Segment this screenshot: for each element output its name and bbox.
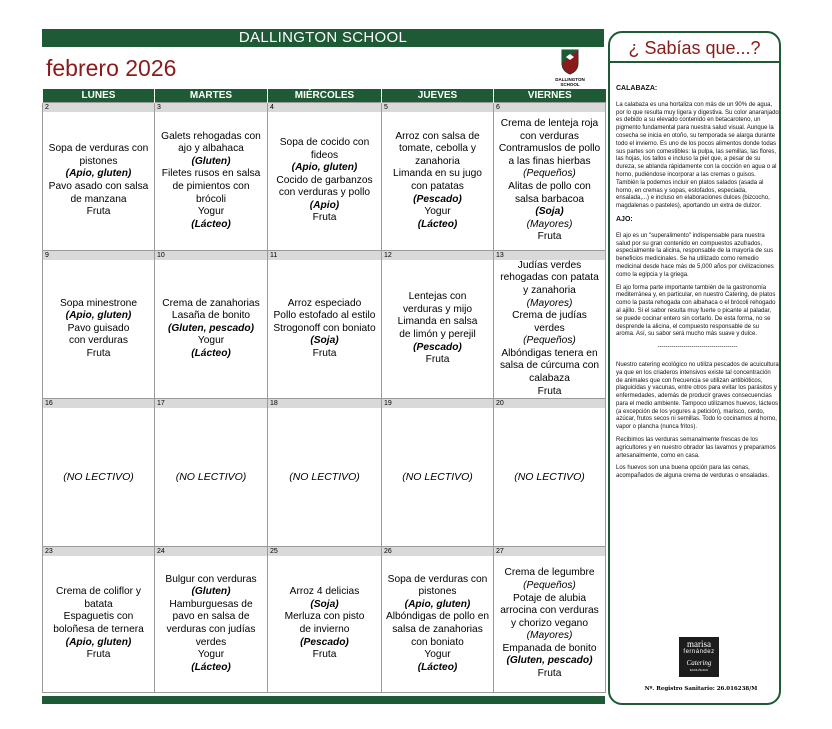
menu-line: Potaje de alubia [512, 592, 587, 604]
allergen-note: (Lácteo) [191, 218, 231, 230]
weekday-header: VIERNES [494, 89, 606, 103]
day-menu [270, 408, 379, 546]
allergen-note: (Apio, gluten) [404, 598, 471, 610]
menu-line: Fruta [537, 231, 562, 243]
allergen-note: (Soja) [310, 335, 339, 347]
menu-line: fideos [310, 149, 339, 161]
day-cell [268, 103, 382, 251]
no-school-label: (NO LECTIVO) [175, 470, 247, 483]
menu-line: Galets rehogadas con [161, 130, 261, 142]
age-group-note: (Pequeños) [523, 168, 576, 180]
week-row [43, 547, 606, 693]
school-logo [555, 49, 585, 89]
info-paragraph: La calabaza es una hortaliza con más de un 90% de agua, por lo que resulta muy ligera y digestiva. Su color anaranjado es debido a su elevado contenido en betacaroteno, un pigmento fundamental para nuestra salud visual. Aunque la cosecha se inicia en otoño, su temporada se alarga durante todo el invierno. Es uno de los pocos alimentos donde todas sus partes son comestibles: la pulpa, las semillas, las flores, las hojas, los tallos e incluso la piel que, a pesar de su dureza, se ablanda rápidamente con la cocción en agua o al horno, pudiéndose incorporar a las cremas o guisos. También la podemos incluir en platos salados (asada al horno, en cremas y sopas, estofados, especiada, ensalada,...) e incluso en elaboraciones dulces (bizcocho, magdalenas o pasteles), aportando un extra de dulzor. [616, 101, 779, 210]
menu-line: Sopa minestrone [59, 297, 138, 309]
info-heading: CALABAZA: [616, 85, 658, 92]
menu-line: Cocido de garbanzos [276, 174, 373, 186]
day-cell [43, 399, 155, 547]
day-cell [43, 251, 155, 399]
menu-line: rehogadas con patata [500, 272, 599, 284]
menu-line: verdes [534, 322, 565, 334]
menu-line: Crema de judías [512, 310, 587, 322]
weekday-header: MIÉRCOLES [268, 89, 382, 103]
menu-line: Sopa de verduras con [387, 573, 488, 585]
menu-line: boloñesa de ternera [53, 624, 144, 635]
day-cell [268, 399, 382, 547]
menu-line: Fruta [312, 212, 337, 224]
menu-line: calabaza [529, 373, 570, 385]
day-menu [45, 112, 152, 250]
menu-line: Fruta [86, 206, 111, 218]
day-menu [384, 408, 491, 546]
menu-line: Hamburguesas de [169, 598, 253, 610]
day-cell [43, 547, 155, 693]
menu-line: ajo y albahaca [178, 143, 244, 155]
menu-line: Pavo asado con salsa [48, 181, 149, 192]
age-group-note: (Mayores) [526, 218, 573, 230]
menu-line: pavo en salsa de [172, 611, 250, 623]
menu-line: Crema de legumbre [504, 567, 595, 579]
day-number: 3 [155, 103, 267, 112]
menu-line: Judías verdes [517, 259, 582, 271]
day-cell [155, 547, 268, 693]
day-cell [155, 103, 268, 251]
no-school-label: (NO LECTIVO) [63, 470, 134, 483]
menu-line: arrocina con verduras [500, 605, 599, 617]
day-cell [382, 251, 494, 399]
menu-line: Lasaña de bonito [171, 310, 251, 322]
day-cell [494, 399, 606, 547]
menu-line: Yogur [197, 206, 225, 218]
menu-line: Sopa de cocido con [279, 136, 370, 148]
menu-line: Fruta [312, 649, 337, 661]
allergen-note: (Apio, gluten) [65, 168, 132, 180]
day-number: 9 [43, 251, 154, 260]
menu-line: Pollo estofado al estilo [273, 310, 376, 322]
day-menu [384, 260, 491, 398]
allergen-note: (Pescado) [413, 341, 462, 353]
no-school-label: (NO LECTIVO) [289, 470, 360, 483]
day-menu [496, 260, 603, 398]
day-menu [496, 112, 603, 250]
day-number: 27 [494, 547, 605, 556]
day-menu [384, 112, 491, 250]
menu-line: Arroz con salsa de [395, 130, 480, 142]
day-cell [494, 103, 606, 251]
info-title: ¿ Sabías que...? [628, 38, 761, 58]
allergen-note: (Apio) [309, 199, 340, 211]
allergen-note: (Lácteo) [191, 661, 231, 673]
day-number: 26 [382, 547, 493, 556]
allergen-note: (Apio, gluten) [291, 162, 358, 174]
menu-line: de manzana [70, 193, 127, 205]
menu-line: con patatas [411, 181, 464, 192]
day-cell [43, 103, 155, 251]
menu-line: Pavo guisado [67, 322, 130, 334]
info-divider [610, 61, 779, 63]
menu-line: Espaguetis con [63, 611, 134, 623]
menu-line: salsa barbacoa [514, 193, 585, 205]
day-cell [494, 251, 606, 399]
age-group-note: (Pequeños) [523, 335, 576, 347]
menu-line: salsa de zanahorias [392, 624, 483, 635]
menu-line: de invierno [299, 624, 350, 635]
catering-logo: marisa fernández Catering ECOLÓGICO [679, 637, 719, 677]
day-number: 2 [43, 103, 154, 112]
day-number: 12 [382, 251, 493, 260]
menu-line: con verduras [69, 335, 128, 347]
menu-line: con boniato [411, 636, 464, 648]
weekday-header: MARTES [155, 89, 268, 103]
menu-line: Fruta [425, 354, 450, 366]
allergen-note: (Lácteo) [417, 661, 458, 673]
day-number: 11 [268, 251, 381, 260]
day-number: 18 [268, 399, 381, 408]
registry-number: Nº. Registro Sanitario: 26.016238/M [644, 686, 758, 692]
day-number: 13 [494, 251, 605, 260]
day-cell [268, 251, 382, 399]
day-number: 6 [494, 103, 605, 112]
day-cell [268, 547, 382, 693]
menu-line: Limanda en salsa [397, 316, 478, 328]
day-menu [496, 408, 603, 546]
allergen-note: (Soja) [310, 598, 339, 610]
menu-line: Sopa de verduras con [48, 143, 149, 155]
menu-line: y zanahoria [523, 284, 576, 296]
menu-line: Fruta [537, 385, 562, 397]
menu-line: pistones [418, 586, 457, 598]
day-menu [157, 112, 265, 250]
no-school-label: (NO LECTIVO) [402, 470, 473, 483]
menu-line: Alitas de pollo con [508, 181, 591, 192]
day-number: 20 [494, 399, 605, 408]
menu-line: Contramuslos de pollo [498, 143, 601, 155]
menu-line: de limón y perejil [399, 329, 476, 340]
menu-line: pistones [79, 155, 118, 167]
day-number: 23 [43, 547, 154, 556]
allergen-note: (Lácteo) [417, 218, 458, 230]
day-menu [157, 260, 265, 398]
day-menu [45, 556, 152, 692]
menu-line: a las finas hierbas [508, 155, 591, 167]
school-logo-text: DALLINGTON SCHOOL [555, 77, 585, 87]
menu-line: Merluza con pisto [284, 611, 365, 623]
menu-line: Albóndigas de pollo en [385, 611, 490, 623]
info-body [616, 85, 779, 486]
info-paragraph: Recibimos las verduras semanalmente frescas de los agricultores y en nuestro obrador las lavamos y preparamos artesanalmente, como en casa. [616, 437, 776, 459]
age-group-note: (Pequeños) [523, 579, 576, 591]
menu-line: verduras y mijo [402, 303, 473, 315]
day-cell [494, 547, 606, 693]
day-cell [382, 399, 494, 547]
weekday-header: JUEVES [382, 89, 494, 103]
day-number: 17 [155, 399, 267, 408]
week-row [43, 103, 606, 251]
menu-line: Yogur [424, 649, 451, 661]
weekday-header: LUNES [43, 89, 155, 103]
info-paragraph: Los huevos son una buena opción para las cenas, acompañados de alguna crema de verduras o ensaladas. [616, 465, 770, 480]
menu-line: con verduras [520, 130, 579, 142]
day-menu [157, 408, 265, 546]
menu-line: Fruta [312, 347, 337, 359]
menu-line: y chorizo vegano [510, 617, 589, 629]
allergen-note: (Soja) [535, 206, 564, 218]
allergen-note: (Gluten) [191, 586, 231, 598]
menu-line: Filetes rusos en salsa [161, 168, 261, 180]
day-menu [45, 260, 152, 398]
allergen-note: (Pescado) [300, 636, 349, 648]
week-row [43, 251, 606, 399]
weekday-header-row [43, 89, 606, 103]
menu-line: Fruta [86, 347, 111, 359]
info-separator: ---------------------------------------- [657, 344, 738, 351]
school-banner: DALLINGTON SCHOOL [42, 29, 604, 47]
info-paragraph: El ajo es un "superalimento" indispensable para nuestra salud por su gran contenido en compuestos azufrados, especialmente la alicina, responsable de la mayoría de sus beneficios medicinales. Se ha utilizado como remedio medicinal desde hace más de 5,000 años por civilizaciones como la egipcia y la griega. [616, 232, 774, 278]
info-paragraph: Nuestro catering ecológico no utiliza pescados de acuicultura ya que en los criaderos intensivos existe tal concentración de animales que con frecuencia se utilizan antibióticos, plaguicidas y vacunas, entre otros para evitar los parásitos y enfermedades, además de producir graves consecuencias para el medio ambiente. Tampoco utilizamos huevos, lácteos (a excepción de los yogures a petición), marisco, cerdo, azúcar, frutos secos ni semillas. Todo lo cocinamos al horno, vapor o plancha (nunca fritos). [616, 361, 779, 431]
menu-line: verduras con judías [166, 624, 256, 635]
menu-line: Crema de coliflor y [56, 586, 141, 598]
day-number: 10 [155, 251, 267, 260]
menu-line: Yogur [197, 649, 225, 661]
menu-line: brócoli [195, 193, 226, 205]
day-menu [270, 556, 379, 692]
menu-line: Albóndigas tenera en [501, 347, 598, 359]
allergen-note: (Lácteo) [191, 347, 231, 359]
info-paragraph: El ajo forma parte importante también de la gastronomía mediterránea y, en particular, en nuestro Catering, de platos como la pasta rehogada con albahaca o el brócoli rehogado al ajillo. Si el sabor resulta muy fuerte o picante al paladar, se puede cocinar entero sin cortarlo. De esta forma, no se desprende la alicina, el compuesto responsable de su aroma. Así, su sabor será mucho más suave y dulce. [616, 284, 776, 338]
menu-line: Yogur [424, 206, 451, 218]
menu-line: Limanda en su jugo [393, 168, 482, 180]
day-number: 25 [268, 547, 381, 556]
day-menu [270, 112, 379, 250]
day-menu [157, 556, 265, 692]
menu-line: zanahoria [415, 155, 460, 167]
menu-calendar [42, 89, 606, 693]
allergen-note: (Apio, gluten) [65, 636, 132, 648]
menu-line: Bulgur con verduras [165, 573, 257, 585]
info-panel [608, 31, 781, 705]
day-menu [384, 556, 491, 692]
info-heading: AJO: [616, 215, 633, 223]
day-menu [270, 260, 379, 398]
day-menu [496, 556, 603, 692]
menu-line: Lentejas con [408, 291, 467, 303]
menu-line: Empanada de bonito [502, 642, 597, 654]
day-cell [155, 399, 268, 547]
allergen-note: (Apio, gluten) [65, 310, 132, 322]
day-menu [45, 408, 152, 546]
day-number: 5 [382, 103, 493, 112]
age-group-note: (Mayores) [526, 297, 573, 309]
school-crest-icon [561, 49, 579, 75]
menu-line: Crema de lenteja roja [500, 118, 599, 130]
menu-line: Arroz 4 delicias [289, 586, 360, 598]
month-title: febrero 2026 [46, 55, 177, 81]
menu-line: de pimientos con [172, 181, 250, 192]
day-cell [382, 547, 494, 693]
day-cell [155, 251, 268, 399]
day-cell [382, 103, 494, 251]
day-number: 19 [382, 399, 493, 408]
menu-line: salsa de cúrcuma con [499, 360, 600, 372]
allergen-note: (Gluten, pescado) [167, 322, 255, 334]
allergen-note: (Gluten) [191, 155, 231, 167]
no-school-label: (NO LECTIVO) [514, 470, 585, 483]
menu-line: Yogur [197, 335, 225, 347]
menu-line: tomate, cebolla y [398, 143, 476, 155]
week-row [43, 399, 606, 547]
day-number: 16 [43, 399, 154, 408]
menu-line: verdes [195, 636, 227, 648]
menu-line: Arroz especiado [287, 297, 362, 309]
day-number: 24 [155, 547, 267, 556]
allergen-note: (Pescado) [413, 193, 462, 205]
age-group-note: (Mayores) [526, 630, 573, 642]
day-number: 4 [268, 103, 381, 112]
footer-bar [42, 696, 605, 704]
allergen-note: (Gluten, pescado) [506, 655, 593, 667]
menu-line: Crema de zanahorias [162, 297, 260, 309]
menu-line: Fruta [86, 649, 111, 661]
menu-line: con verduras y pollo [278, 187, 371, 199]
menu-line: Fruta [537, 668, 562, 680]
menu-line: Strogonoff con boniato [273, 322, 376, 334]
menu-line: batata [84, 598, 113, 610]
